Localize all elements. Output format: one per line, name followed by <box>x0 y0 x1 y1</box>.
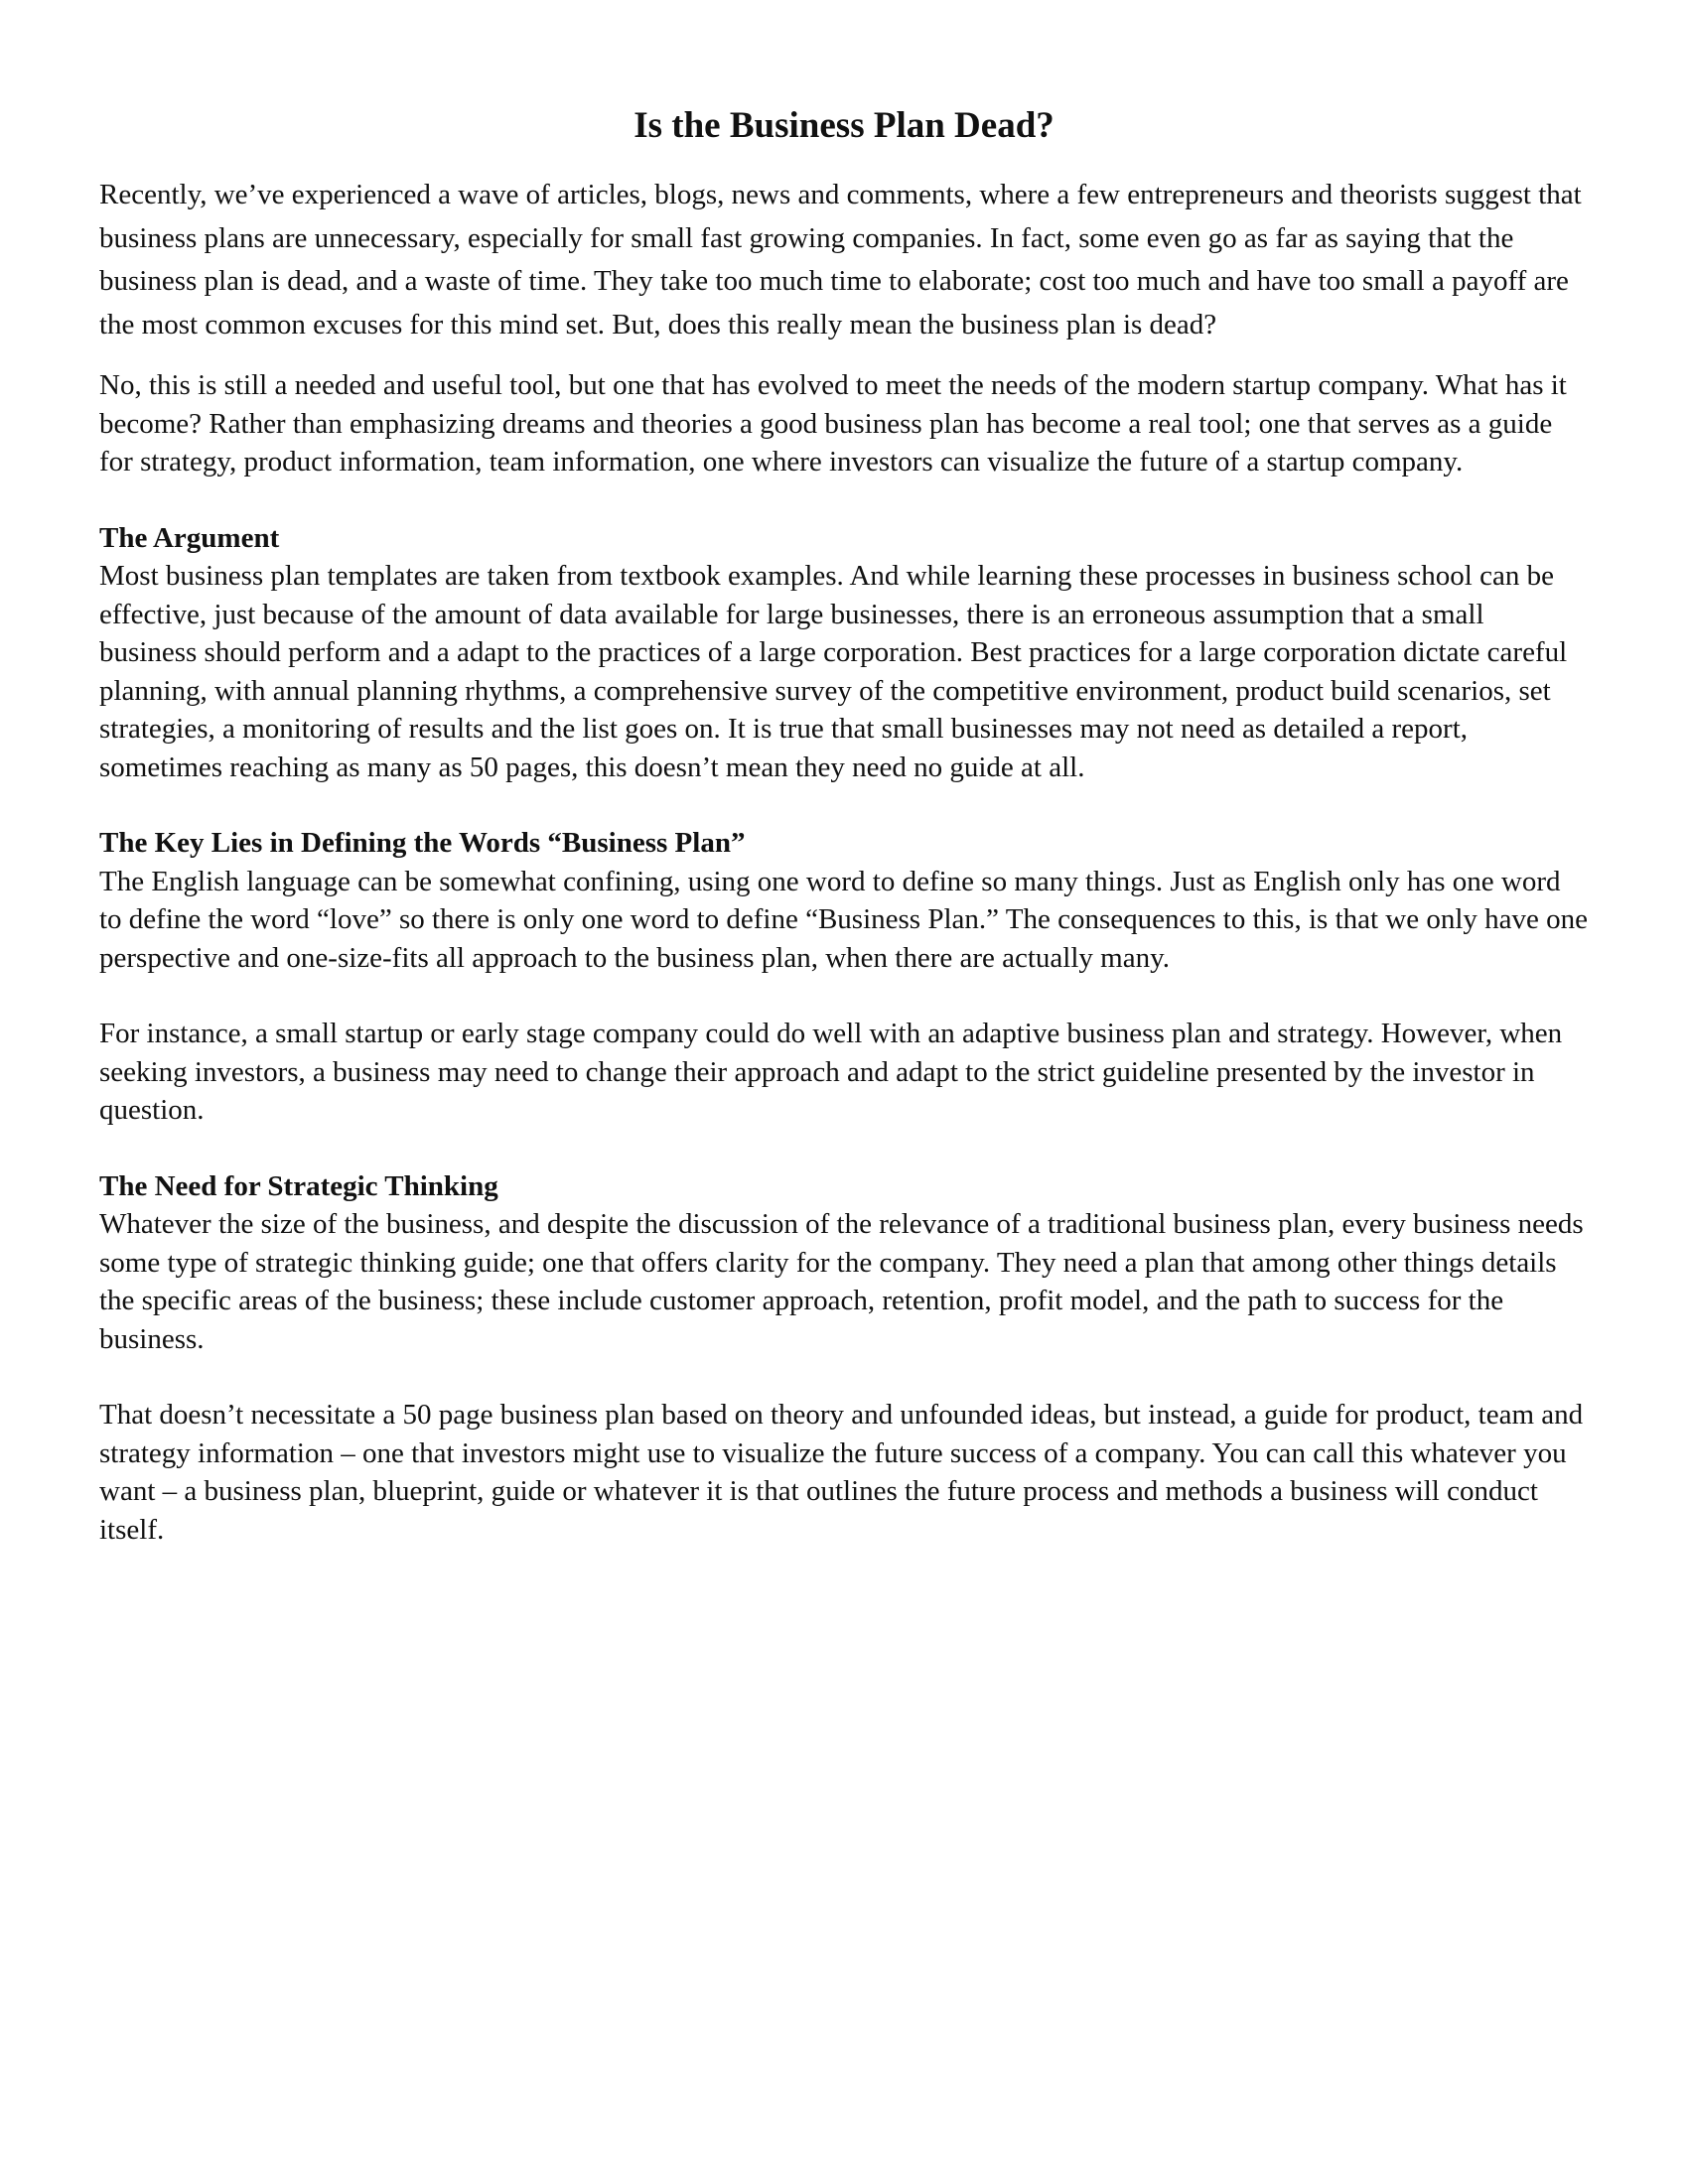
section-defining-business-plan <box>99 824 1589 1130</box>
section-paragraph: That doesn’t necessitate a 50 page business plan based on theory and unfounded ideas, but instead, a guide for product, team and strategy information – one that investors might use to visualize the future success of a company. You can call this whatever you want – a business plan, blueprint, guide or whatever it is that outlines the future process and methods a business will conduct itself. <box>99 1399 1584 1546</box>
intro-paragraph-2: No, this is still a needed and useful tool, but one that has evolved to meet the needs of the modern startup company. What has it become? Rather than emphasizing dreams and theories a good business plan has become a real tool; one that serves as a guide for strategy, product information, team information, one where investors can visualize the future of a startup company. <box>99 369 1567 478</box>
section-strategic-thinking <box>99 1167 1589 1550</box>
section-paragraph: For instance, a small startup or early stage company could do well with an adaptive business plan and strategy. However, when seeking investors, a business may need to change their approach and adapt to the strict guideline presented by the investor in question. <box>99 1018 1563 1126</box>
document-title: Is the Business Plan Dead? <box>633 105 1055 146</box>
section-paragraph: Most business plan templates are taken from textbook examples. And while learning these processes in business school can be effective, just because of the amount of data available for large businesses, there is an erroneous assumption that a small business should perform and a adapt to the practices of a large corporation. Best practices for a large corporation dictate careful planning, with annual planning rhythms, a comprehensive survey of the competitive environment, product build scenarios, set strategies, a monitoring of results and the list goes on. It is true that small businesses may not need as detailed a report, sometimes reaching as many as 50 pages, this doesn’t mean they need no guide at all. <box>99 560 1568 783</box>
intro-paragraph-1: Recently, we’ve experienced a wave of articles, blogs, news and comments, where a few entrepreneurs and theorists suggest that business plans are unnecessary, especially for small fast growing companies. In fact, some even go as far as saying that the business plan is dead, and a waste of time. They take too much time to elaborate; cost too much and have too small a payoff are the most common excuses for this mind set. But, does this really mean the business plan is dead? <box>99 179 1582 341</box>
section-paragraph: The English language can be somewhat confining, using one word to define so many things. Just as English only has one word to define the word “love” so there is only one word to define “Business Plan.” The consequences to this, is that we only have one perspective and one-size-fits all approach to the business plan, when there are actually many. <box>99 865 1589 974</box>
document-page <box>99 104 1589 1549</box>
section-the-argument <box>99 519 1589 787</box>
section-heading: The Need for Strategic Thinking <box>99 1169 498 1202</box>
section-paragraph: Whatever the size of the business, and despite the discussion of the relevance of a traditional business plan, every business needs some type of strategic thinking guide; one that offers clarity for the company. They need a plan that among other things details the specific areas of the business; these include customer approach, retention, profit model, and the path to success for the business. <box>99 1208 1584 1355</box>
section-heading: The Argument <box>99 521 280 554</box>
section-heading: The Key Lies in Defining the Words “Business Plan” <box>99 827 746 859</box>
